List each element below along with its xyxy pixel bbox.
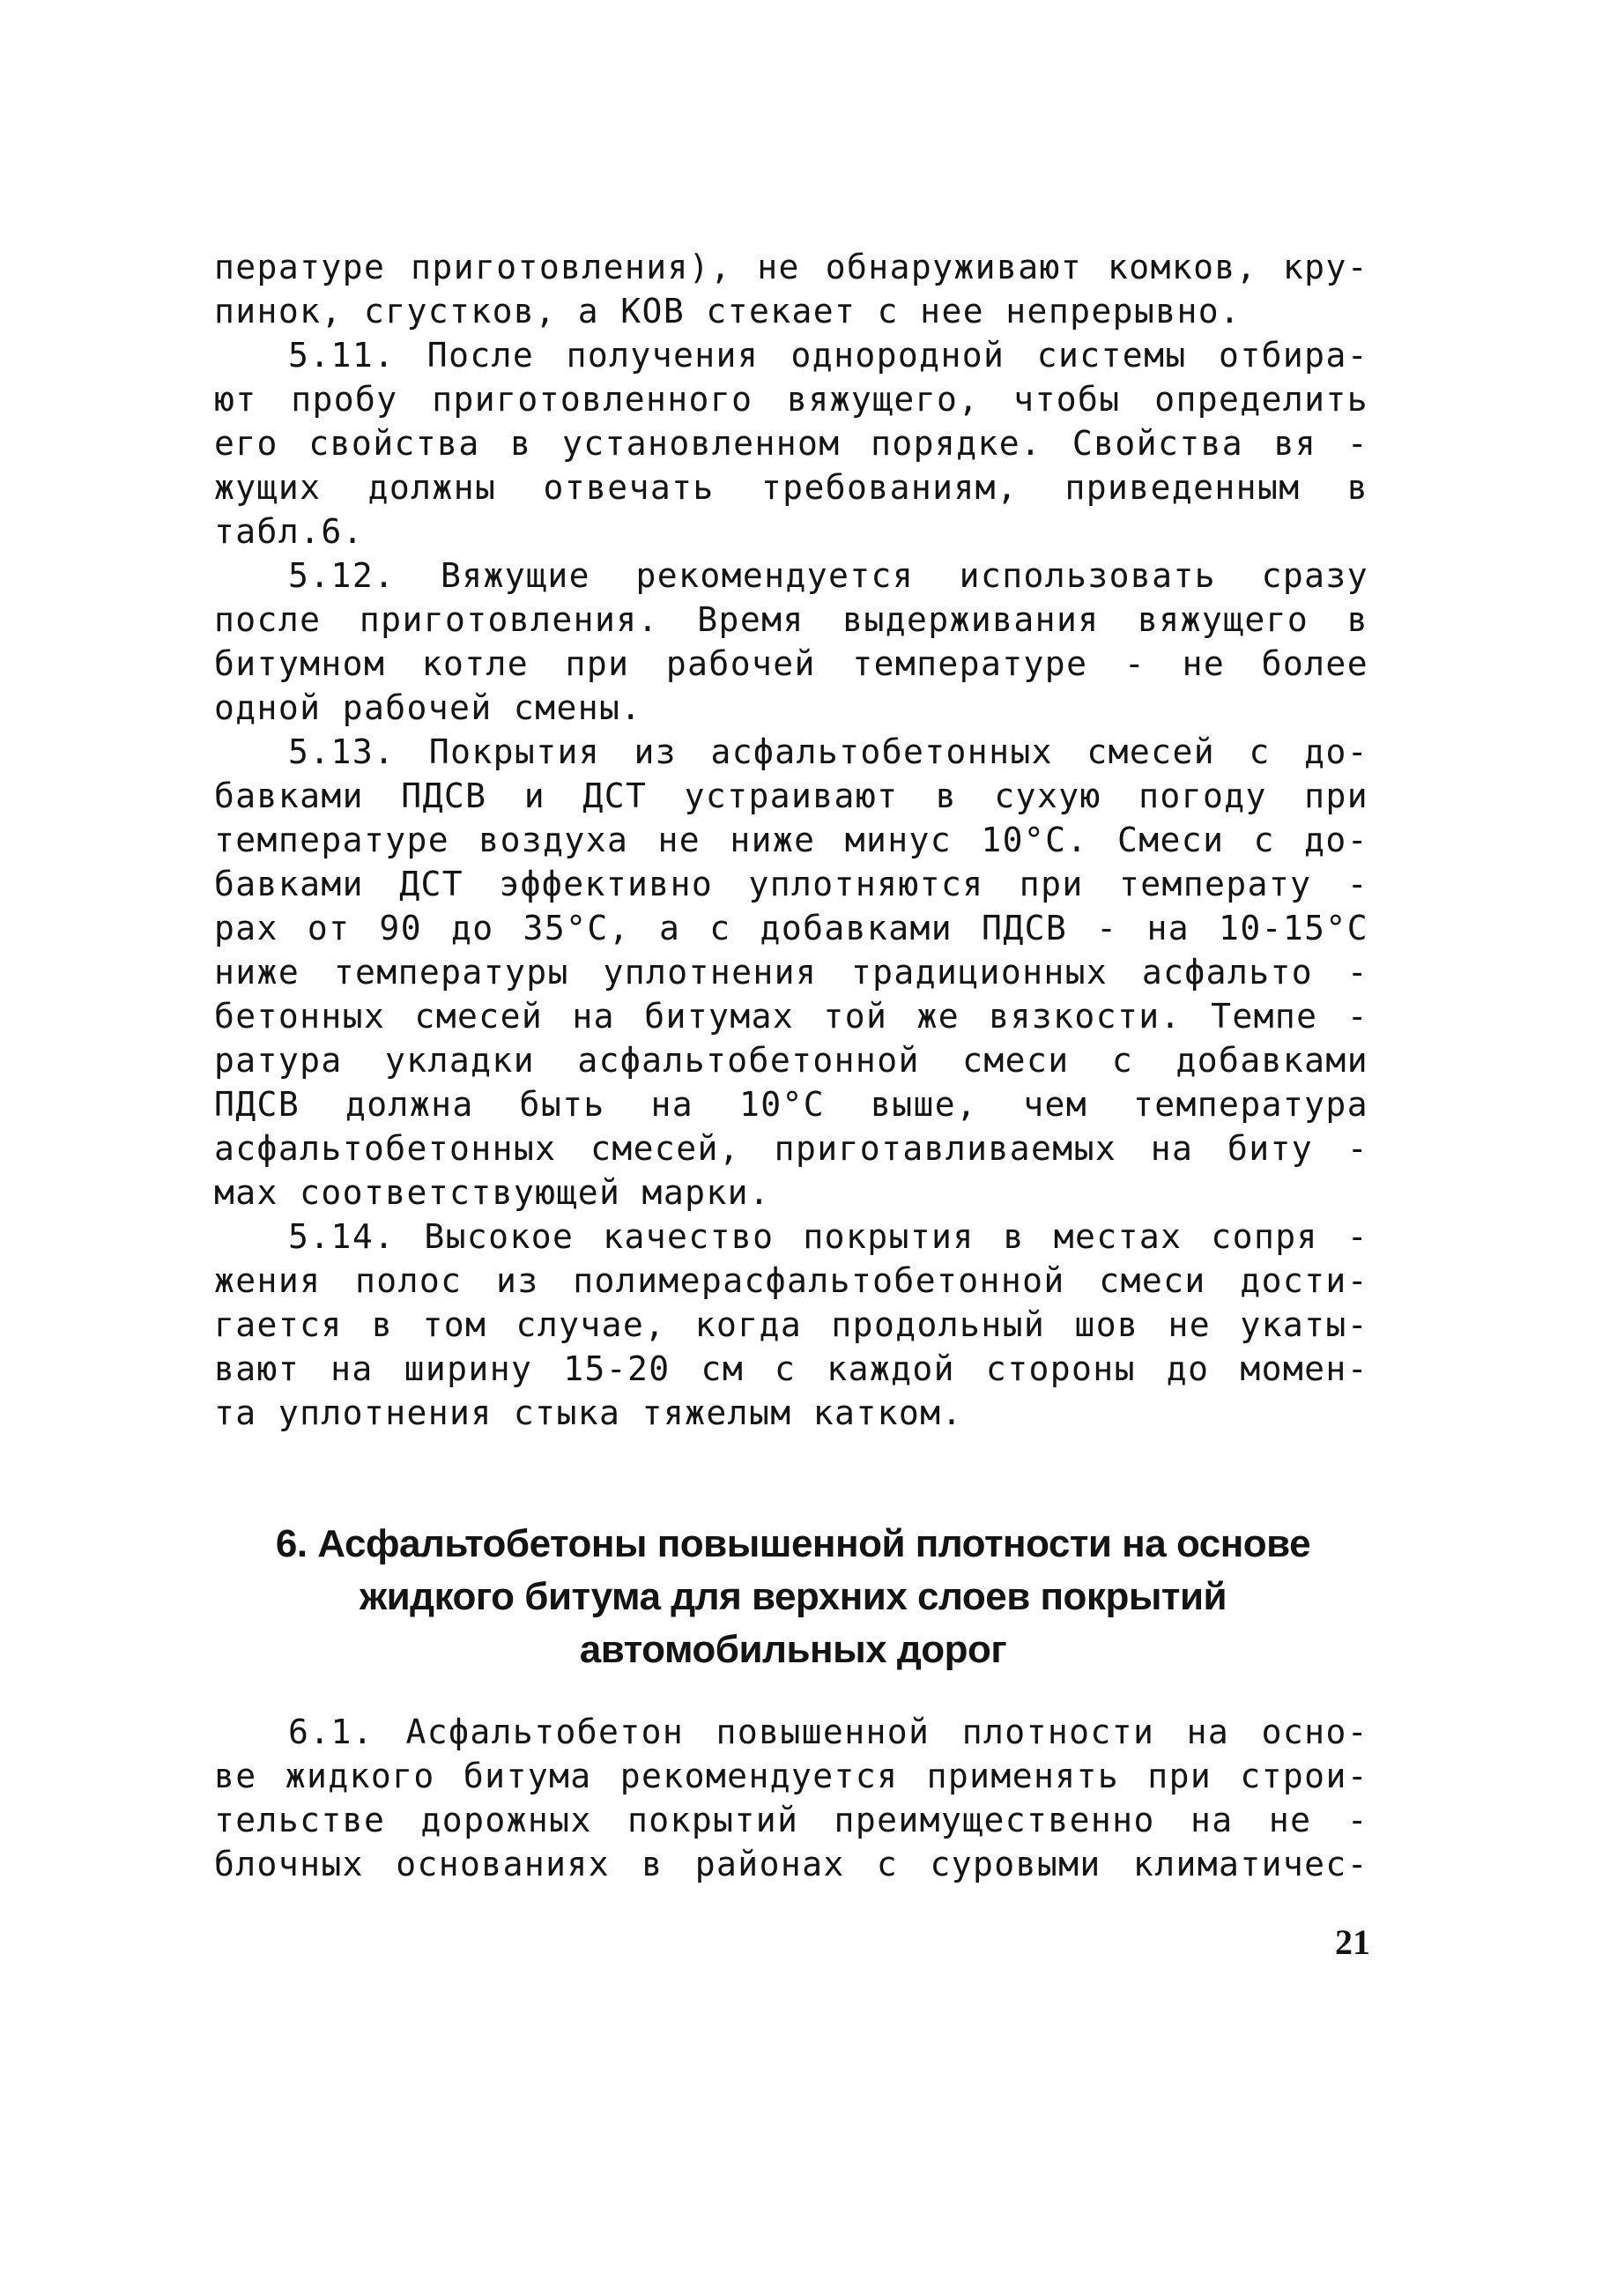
text-line: жения полос из полимерасфальтобетонной смеси дости- bbox=[214, 1261, 1368, 1300]
text-line: жущих должны отвечать требованиям, приведенным в bbox=[214, 468, 1368, 507]
page-number: 21 bbox=[1335, 1922, 1370, 1962]
text-line: ПДСВ должна быть на 10°С выше, чем температура bbox=[214, 1085, 1368, 1124]
text-line: бетонных смесей на битумах той же вязкости. Темпе - bbox=[214, 997, 1368, 1036]
text-line: ют пробу приготовленного вяжущего, чтобы определить bbox=[214, 380, 1368, 419]
text-line: тельстве дорожных покрытий преимущественно на не - bbox=[214, 1801, 1368, 1839]
text-line: пературе приготовления), не обнаруживают комков, кру- bbox=[214, 248, 1368, 286]
section-5-body bbox=[214, 245, 1368, 1435]
text-line: бавками ПДСВ и ДСТ устраивают в сухую погоду при bbox=[214, 776, 1368, 815]
heading-line: жидкого битума для верхних слоев покрытий bbox=[359, 1575, 1227, 1618]
text-line: ве жидкого битума рекомендуется применять при строи- bbox=[214, 1757, 1368, 1795]
heading-line: автомобильных дорог bbox=[579, 1628, 1007, 1671]
text-line: гается в том случае, когда продольный шов не укаты- bbox=[214, 1305, 1368, 1344]
text-line: ратура укладки асфальтобетонной смеси с добавками bbox=[214, 1041, 1368, 1080]
text-line: асфальтобетонных смесей, приготавливаемых на биту - bbox=[214, 1129, 1368, 1168]
text-line: табл.6. bbox=[214, 512, 364, 551]
text-line: после приготовления. Время выдерживания вяжущего в bbox=[214, 600, 1368, 639]
paragraph-5-14-start: 5.14. Высокое качество покрытия в местах сопря - bbox=[288, 1217, 1368, 1256]
text-line: одной рабочей смены. bbox=[214, 688, 642, 727]
paragraph-5-13-start: 5.13. Покрытия из асфальтобетонных смесей с до- bbox=[288, 732, 1368, 771]
text-line: битумном котле при рабочей температуре - не более bbox=[214, 644, 1368, 683]
text-line: температуре воздуха не ниже минус 10°С. Смеси с до- bbox=[214, 821, 1368, 859]
text-line: блочных основаниях в районах с суровыми климатичес- bbox=[214, 1845, 1368, 1883]
text-line: пинок, сгустков, а КОВ стекает с нее непрерывно. bbox=[214, 292, 1242, 331]
text-line: бавками ДСТ эффективно уплотняются при температу - bbox=[214, 865, 1368, 903]
text-line: его свойства в установленном порядке. Свойства вя - bbox=[214, 424, 1368, 463]
section-6-body bbox=[214, 1710, 1368, 1886]
text-line: та уплотнения стыка тяжелым катком. bbox=[214, 1393, 963, 1432]
text-line: рах от 90 до 35°С, а с добавками ПДСВ - на 10-15°С bbox=[214, 909, 1368, 947]
heading-line: 6. Асфальтобетоны повышенной плотности на основе bbox=[275, 1522, 1311, 1565]
paragraph-5-11-start: 5.11. После получения однородной системы отбира- bbox=[288, 336, 1368, 375]
text-line: ниже температуры уплотнения традиционных асфальто - bbox=[214, 953, 1368, 992]
text-line: вают на ширину 15-20 см с каждой стороны до момен- bbox=[214, 1349, 1368, 1388]
paragraph-5-12-start: 5.12. Вяжущие рекомендуется использовать сразу bbox=[288, 556, 1368, 595]
text-line: мах соответствующей марки. bbox=[214, 1173, 771, 1212]
paragraph-6-1-start: 6.1. Асфальтобетон повышенной плотности на осно- bbox=[288, 1713, 1368, 1751]
section-6-heading bbox=[238, 1518, 1348, 1676]
